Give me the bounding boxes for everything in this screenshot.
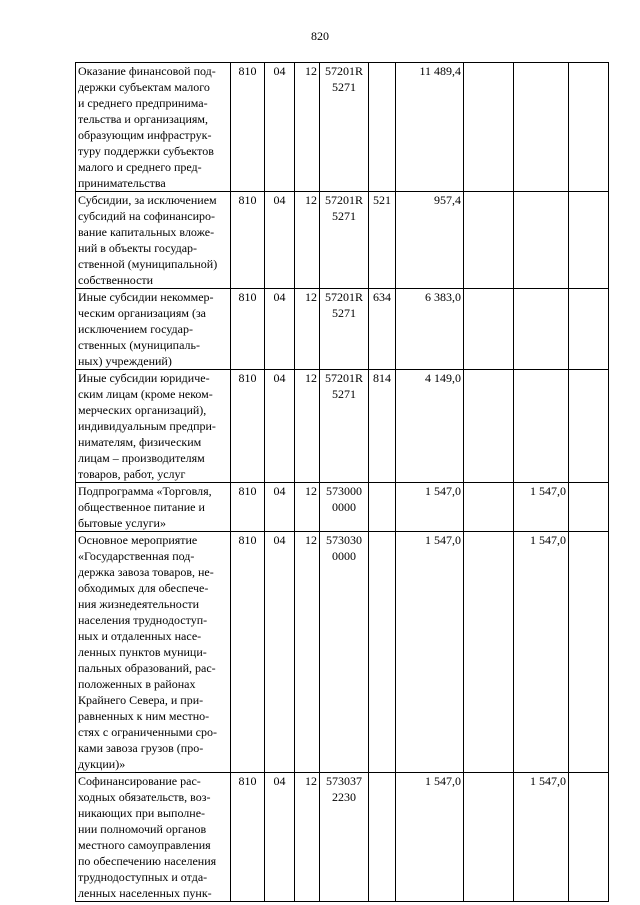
- cell-line: 57201R: [324, 290, 363, 304]
- cell-sum-4: [569, 63, 609, 192]
- cell-name: [76, 63, 231, 192]
- cell-sum-2: [464, 532, 514, 773]
- cell-cs: [320, 192, 369, 289]
- cell-line: Крайнего Севера, и при-: [78, 693, 204, 707]
- cell-line: лицам – производителям: [78, 451, 205, 465]
- cell-sum-1: 4 149,0: [396, 370, 464, 483]
- cell-name: [76, 483, 231, 532]
- cell-line: собственности: [78, 273, 154, 287]
- cell-cs: [320, 370, 369, 483]
- cell-line: держка завоза товаров, не-: [78, 565, 214, 579]
- cell-line: «Государственная под-: [78, 549, 195, 563]
- cell-line: стях с ограниченными сро-: [78, 725, 217, 739]
- cell-line: бытовые услуги»: [78, 516, 166, 530]
- cell-line: Иные субсидии юридиче-: [78, 371, 210, 385]
- cell-sum-2: [464, 192, 514, 289]
- cell-sum-2: [464, 63, 514, 192]
- cell-sum-1: 1 547,0: [396, 483, 464, 532]
- cell-gr: 810: [231, 532, 265, 773]
- cell-line: Оказание финансовой под-: [78, 64, 216, 78]
- cell-line: местного самоуправления: [78, 838, 211, 852]
- cell-gr: 810: [231, 289, 265, 370]
- cell-line: 573037: [326, 774, 362, 788]
- cell-pr: 12: [295, 63, 320, 192]
- table-row: [76, 192, 609, 289]
- cell-vr: [369, 532, 396, 773]
- cell-cs: [320, 773, 369, 902]
- cell-sum-3: [514, 370, 569, 483]
- cell-pr: 12: [295, 773, 320, 902]
- cell-vr: 634: [369, 289, 396, 370]
- cell-sum-2: [464, 483, 514, 532]
- table-row: [76, 532, 609, 773]
- cell-line: положенных в районах: [78, 677, 196, 691]
- cell-line: населения труднодоступ-: [78, 613, 208, 627]
- cell-sum-1: 6 383,0: [396, 289, 464, 370]
- cell-line: обходимых для обеспече-: [78, 581, 209, 595]
- cell-line: 5271: [332, 387, 356, 401]
- cell-line: нии полномочий органов: [78, 822, 207, 836]
- cell-rz: 04: [265, 532, 295, 773]
- cell-line: равненных к ним местно-: [78, 709, 210, 723]
- cell-pr: 12: [295, 532, 320, 773]
- cell-sum-3: 1 547,0: [514, 532, 569, 773]
- cell-rz: 04: [265, 370, 295, 483]
- cell-pr: 12: [295, 192, 320, 289]
- cell-name: [76, 532, 231, 773]
- cell-line: 5271: [332, 209, 356, 223]
- cell-sum-3: 1 547,0: [514, 773, 569, 902]
- table-row: [76, 289, 609, 370]
- cell-line: Софинансирование рас-: [78, 774, 201, 788]
- table-row: [76, 63, 609, 192]
- cell-line: общественное питание и: [78, 500, 205, 514]
- cell-line: ческим организациям (за: [78, 306, 207, 320]
- cell-sum-3: [514, 192, 569, 289]
- cell-line: товаров, работ, услуг: [78, 467, 186, 481]
- cell-line: и среднего предпринима-: [78, 96, 208, 110]
- cell-line: ний в объекты государ-: [78, 241, 198, 255]
- cell-pr: 12: [295, 289, 320, 370]
- cell-vr: [369, 63, 396, 192]
- cell-line: 57201R: [324, 64, 363, 78]
- cell-line: индивидуальным предпри-: [78, 419, 216, 433]
- cell-line: 0000: [332, 549, 356, 563]
- cell-vr: [369, 483, 396, 532]
- cell-sum-4: [569, 192, 609, 289]
- table-row: [76, 483, 609, 532]
- cell-line: образующим инфраструк-: [78, 128, 212, 142]
- table-row: [76, 773, 609, 902]
- budget-table: [75, 62, 609, 902]
- cell-line: ственной (муниципальной): [78, 257, 218, 271]
- cell-gr: 810: [231, 773, 265, 902]
- cell-cs: [320, 483, 369, 532]
- cell-gr: 810: [231, 370, 265, 483]
- cell-line: 5271: [332, 306, 356, 320]
- cell-line: 5271: [332, 80, 356, 94]
- cell-line: ходных обязательств, воз-: [78, 790, 211, 804]
- cell-line: тельства и организациям,: [78, 112, 208, 126]
- cell-vr: 521: [369, 192, 396, 289]
- cell-name: [76, 192, 231, 289]
- cell-line: дукции)»: [78, 757, 126, 771]
- cell-line: ных и отдаленных насе-: [78, 629, 202, 643]
- cell-sum-2: [464, 289, 514, 370]
- cell-line: ленных населенных пунк-: [78, 886, 212, 900]
- cell-rz: 04: [265, 192, 295, 289]
- cell-line: никающих при выполне-: [78, 806, 206, 820]
- cell-sum-1: 11 489,4: [396, 63, 464, 192]
- cell-sum-1: 1 547,0: [396, 532, 464, 773]
- cell-rz: 04: [265, 773, 295, 902]
- cell-line: ственных (муниципаль-: [78, 338, 200, 352]
- cell-sum-2: [464, 370, 514, 483]
- cell-sum-4: [569, 289, 609, 370]
- cell-line: мерческих организаций),: [78, 403, 207, 417]
- cell-sum-3: [514, 289, 569, 370]
- cell-sum-4: [569, 483, 609, 532]
- cell-vr: 814: [369, 370, 396, 483]
- cell-line: субсидий на софинансиро-: [78, 209, 215, 223]
- cell-sum-3: 1 547,0: [514, 483, 569, 532]
- cell-line: 57201R: [324, 193, 363, 207]
- cell-line: 57201R: [324, 371, 363, 385]
- cell-sum-2: [464, 773, 514, 902]
- cell-name: [76, 289, 231, 370]
- table-row: [76, 370, 609, 483]
- cell-line: вание капитальных вложе-: [78, 225, 215, 239]
- cell-line: туру поддержки субъектов: [78, 144, 214, 158]
- cell-sum-1: 957,4: [396, 192, 464, 289]
- cell-line: 0000: [332, 500, 356, 514]
- cell-rz: 04: [265, 289, 295, 370]
- cell-gr: 810: [231, 192, 265, 289]
- cell-sum-4: [569, 532, 609, 773]
- cell-line: ленных пунктов муници-: [78, 645, 207, 659]
- cell-gr: 810: [231, 483, 265, 532]
- cell-vr: [369, 773, 396, 902]
- cell-line: 573000: [326, 484, 362, 498]
- cell-rz: 04: [265, 63, 295, 192]
- cell-pr: 12: [295, 370, 320, 483]
- cell-line: труднодоступных и отда-: [78, 870, 208, 884]
- cell-cs: [320, 532, 369, 773]
- cell-line: по обеспечению населения: [78, 854, 217, 868]
- cell-line: малого и среднего пред-: [78, 160, 202, 174]
- cell-line: ния жизнедеятельности: [78, 597, 200, 611]
- cell-rz: 04: [265, 483, 295, 532]
- cell-line: держки субъектам малого: [78, 80, 210, 94]
- cell-sum-4: [569, 773, 609, 902]
- page-number: 820: [311, 29, 329, 43]
- cell-gr: 810: [231, 63, 265, 192]
- cell-line: Иные субсидии некоммер-: [78, 290, 214, 304]
- cell-line: 2230: [332, 790, 356, 804]
- cell-line: ским лицам (кроме неком-: [78, 387, 213, 401]
- cell-line: ками завоза грузов (про-: [78, 741, 204, 755]
- table-body: [76, 63, 609, 902]
- cell-sum-3: [514, 63, 569, 192]
- cell-line: нимателям, физическим: [78, 435, 202, 449]
- cell-name: [76, 773, 231, 902]
- cell-line: ных) учреждений): [78, 354, 172, 368]
- cell-line: исключением государ-: [78, 322, 193, 336]
- cell-line: Субсидии, за исключением: [78, 193, 217, 207]
- cell-line: Подпрограмма «Торговля,: [78, 484, 212, 498]
- cell-line: 573030: [326, 533, 362, 547]
- cell-cs: [320, 289, 369, 370]
- cell-line: принимательства: [78, 176, 166, 190]
- cell-name: [76, 370, 231, 483]
- cell-sum-1: 1 547,0: [396, 773, 464, 902]
- cell-line: пальных образований, рас-: [78, 661, 216, 675]
- cell-pr: 12: [295, 483, 320, 532]
- cell-cs: [320, 63, 369, 192]
- cell-line: Основное мероприятие: [78, 533, 198, 547]
- cell-sum-4: [569, 370, 609, 483]
